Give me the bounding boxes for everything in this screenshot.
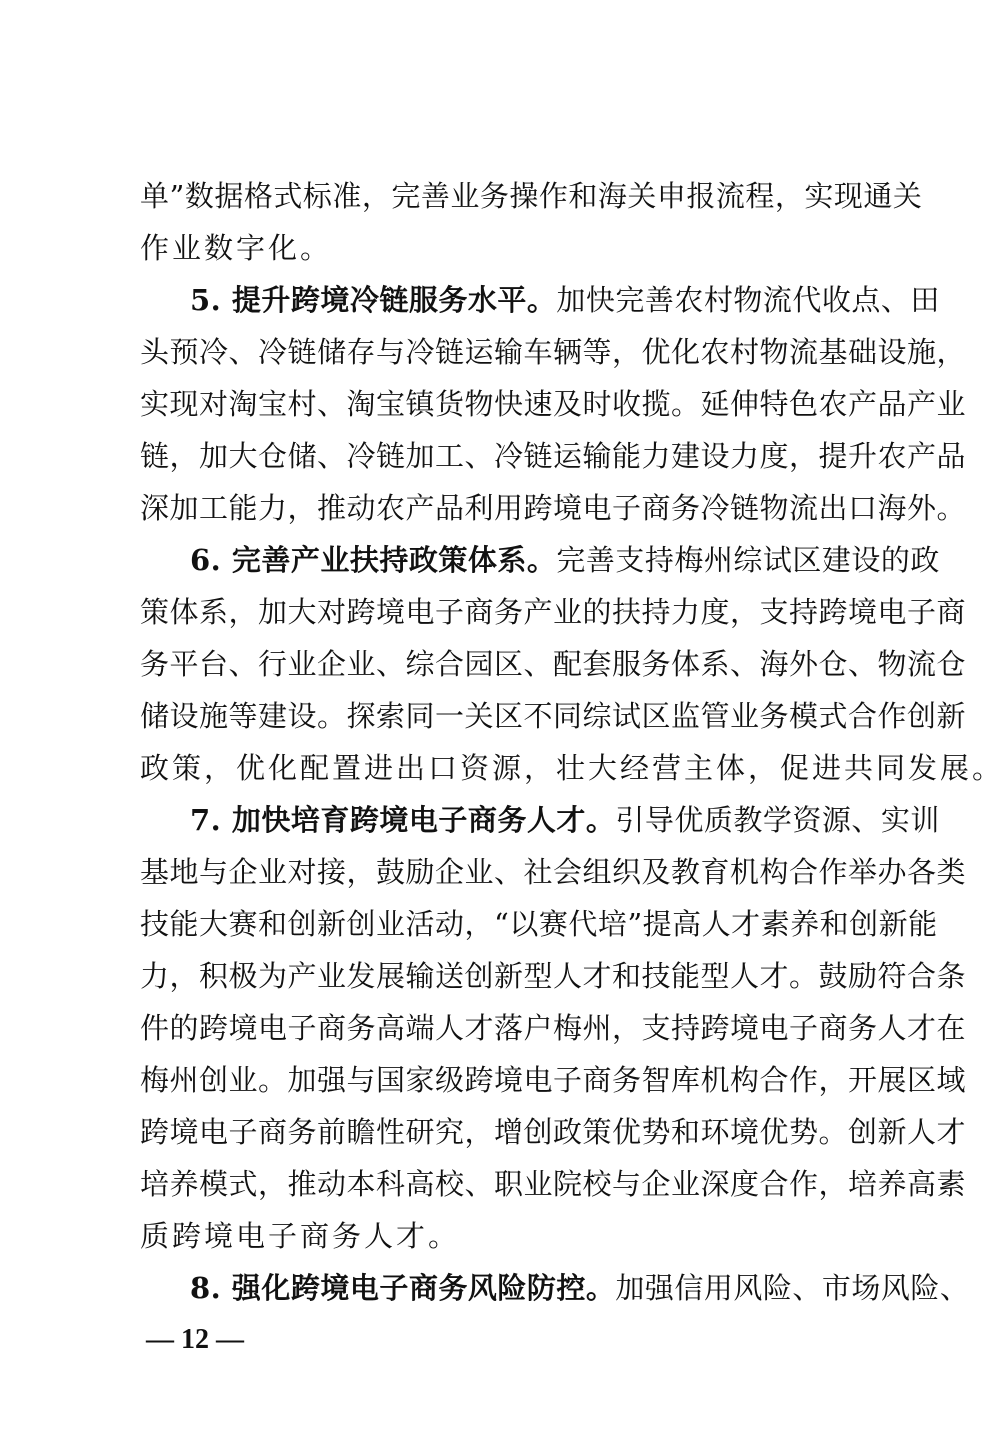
paragraph-line: 务平台、行业企业、综合园区、配套服务体系、海外仓、物流仓 (140, 647, 967, 681)
paragraph-line: 培养模式，推动本科高校、职业院校与企业深度合作，培养高素 (140, 1167, 967, 1201)
paragraph-line: 单”数据格式标准，完善业务操作和海关申报流程，实现通关 (140, 179, 923, 213)
item-7-text: 引导优质教学资源、实训 (615, 803, 940, 837)
item-8-text: 加强信用风险、市场风险、 (615, 1271, 970, 1305)
paragraph-line: 储设施等建设。探索同一关区不同综试区监管业务模式合作创新 (140, 699, 967, 733)
paragraph-line: 作业数字化。 (140, 231, 333, 265)
paragraph-line: 头预冷、冷链储存与冷链运输车辆等，优化农村物流基础设施， (140, 335, 967, 369)
paragraph-line: 跨境电子商务前瞻性研究，增创政策优势和环境优势。创新人才 (140, 1115, 967, 1149)
paragraph-line: 技能大赛和创新创业活动，“以赛代培”提高人才素养和创新能 (140, 907, 938, 941)
item-6-text: 完善支持梅州综试区建设的政 (556, 543, 940, 577)
paragraph-line: 质跨境电子商务人才。 (140, 1219, 461, 1253)
item-5-first-line (190, 280, 940, 320)
paragraph-line: 基地与企业对接，鼓励企业、社会组织及教育机构合作举办各类 (140, 855, 967, 889)
item-6-first-line (190, 540, 940, 580)
paragraph-line: 深加工能力，推动农产品利用跨境电子商务冷链物流出口海外。 (140, 491, 967, 525)
paragraph-line: 政策，优化配置进出口资源，壮大经营主体，促进共同发展。 (140, 751, 1004, 785)
item-8-heading: 8. 强化跨境电子商务风险防控。 (190, 1271, 616, 1305)
item-8-first-line (190, 1268, 970, 1308)
item-7-first-line (190, 800, 940, 840)
paragraph-line: 实现对淘宝村、淘宝镇货物快速及时收揽。延伸特色农产品产业 (140, 387, 967, 421)
item-5-text: 加快完善农村物流代收点、田 (556, 283, 940, 317)
paragraph-line: 力，积极为产业发展输送创新型人才和技能型人才。鼓励符合条 (140, 959, 967, 993)
page-number: — 12 — (146, 1324, 244, 1355)
item-6-heading: 6. 完善产业扶持政策体系。 (190, 543, 557, 577)
paragraph-line: 策体系，加大对跨境电子商务产业的扶持力度，支持跨境电子商 (140, 595, 967, 629)
paragraph-line: 件的跨境电子商务高端人才落户梅州，支持跨境电子商务人才在 (140, 1011, 967, 1045)
paragraph-line: 链，加大仓储、冷链加工、冷链运输能力建设力度，提升农产品 (140, 439, 967, 473)
item-7-heading: 7. 加快培育跨境电子商务人才。 (190, 803, 616, 837)
item-5-heading: 5. 提升跨境冷链服务水平。 (190, 283, 557, 317)
paragraph-line: 梅州创业。加强与国家级跨境电子商务智库机构合作，开展区域 (140, 1063, 967, 1097)
